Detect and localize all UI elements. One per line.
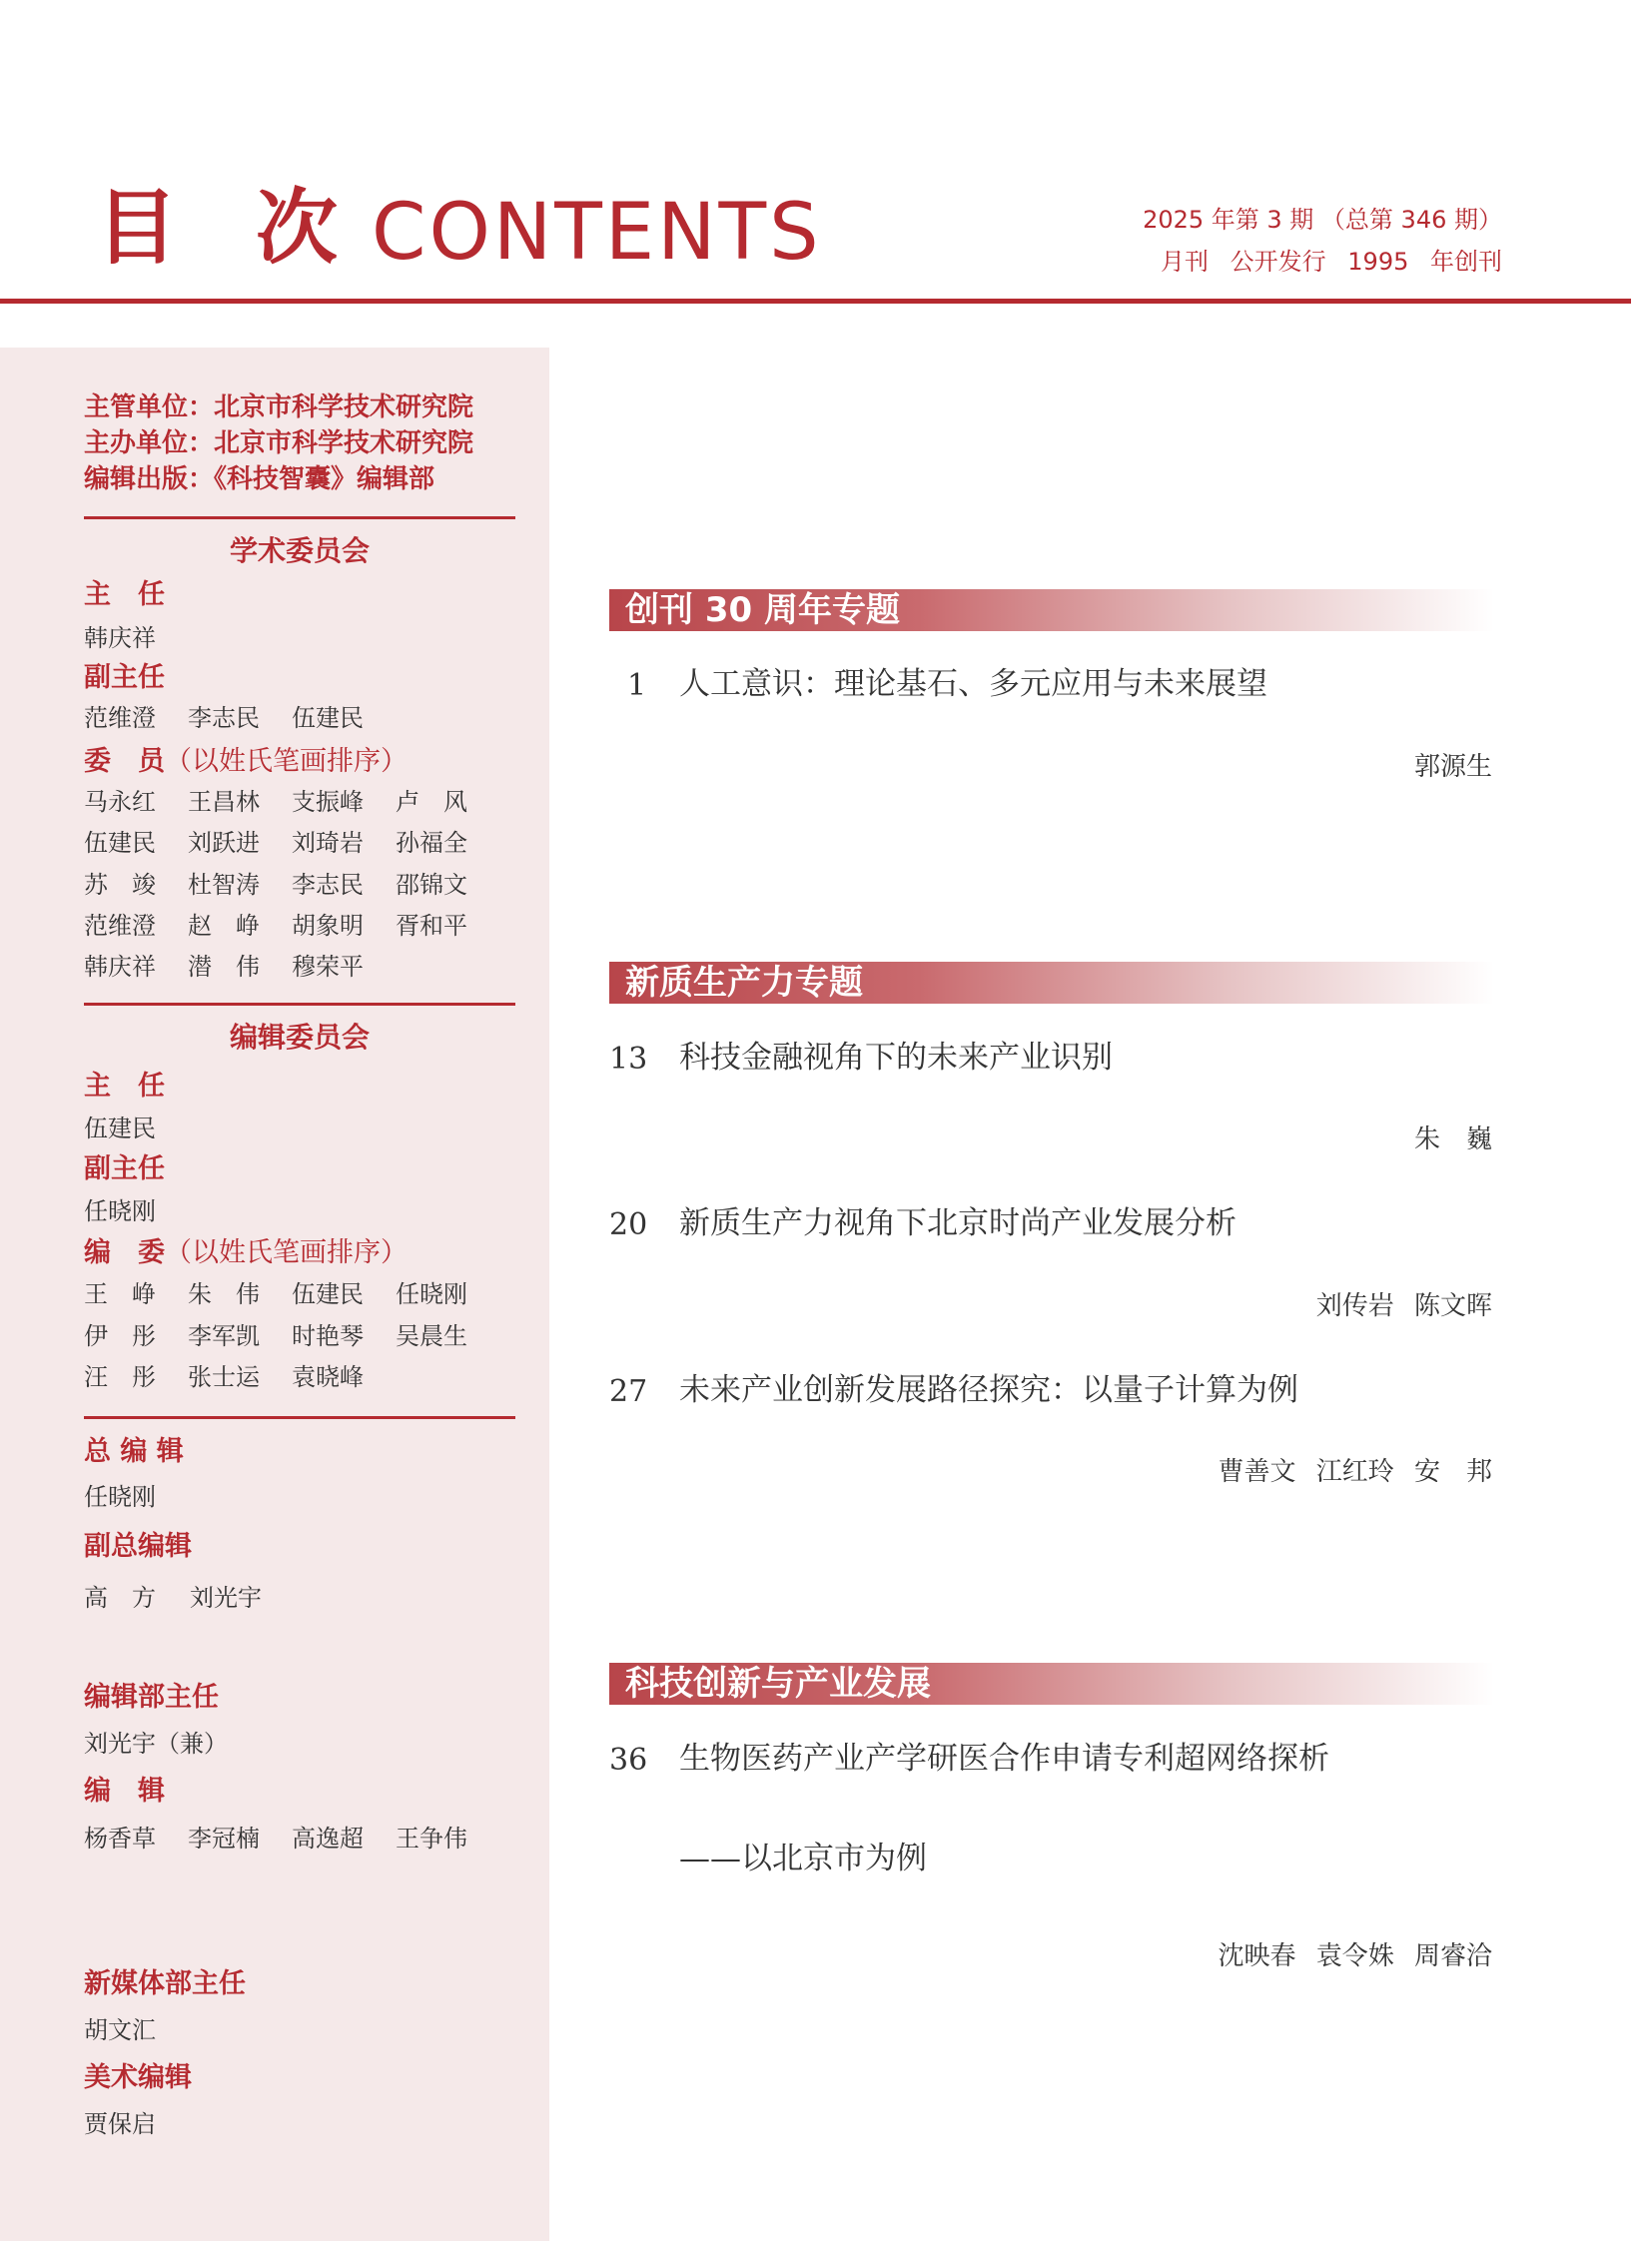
publisher-line: 主管单位：北京市科学技术研究院 xyxy=(84,392,474,422)
section-title: 创刊 30 周年专题 xyxy=(625,590,900,630)
editorial-committee-title: 编辑委员会 xyxy=(229,1021,370,1054)
person-name: 李军凯 xyxy=(188,1322,260,1350)
person-name: 潜 伟 xyxy=(188,953,260,981)
article-authors: 朱 巍 xyxy=(1413,1124,1492,1154)
section-title: 科技创新与产业发展 xyxy=(625,1664,931,1704)
article-page: 1 xyxy=(627,668,647,703)
section-header xyxy=(609,962,1494,1004)
art-editor: 贾保启 xyxy=(84,2110,156,2138)
art-editor-label: 美术编辑 xyxy=(84,2062,192,2093)
person-name: 伍建民 xyxy=(292,1280,364,1308)
academic-committee-title: 学术委员会 xyxy=(229,534,370,567)
person-name: 朱 伟 xyxy=(188,1280,260,1308)
new-media-label: 新媒体部主任 xyxy=(84,1968,246,1999)
title-cn-char-1: 目 xyxy=(96,181,179,276)
page-title-cn xyxy=(96,181,339,276)
person-name: 张士运 xyxy=(188,1363,260,1391)
person-name: 韩庆祥 xyxy=(84,953,156,981)
page-title-en: CONTENTS xyxy=(372,188,822,278)
person-name: 范维澄 xyxy=(84,912,156,940)
person-name: 伍建民 xyxy=(292,704,364,732)
member-note: （以姓氏笔画排序） xyxy=(165,746,408,777)
article-title[interactable]: 人工意识：理论基石、多元应用与未来展望 xyxy=(679,666,1267,702)
person-name: 邵锦文 xyxy=(396,871,467,899)
person-name: 孙福全 xyxy=(396,829,467,857)
person-name: 穆荣平 xyxy=(292,953,364,981)
person-name: 伍建民 xyxy=(84,829,156,857)
editorial-deputy-label: 副主任 xyxy=(84,1153,165,1184)
person-name: 高 方 xyxy=(84,1584,156,1612)
editorial-member-label xyxy=(84,1239,408,1266)
member-label: 委 员 xyxy=(84,746,165,777)
publisher-info xyxy=(84,389,473,497)
person-name: 李志民 xyxy=(188,704,260,732)
article-subtitle: ——以北京市为例 xyxy=(679,1841,927,1876)
article-authors: 郭源生 xyxy=(1413,752,1492,782)
section-header xyxy=(609,589,1494,631)
person-name: 汪 彤 xyxy=(84,1363,156,1391)
academic-deputy-label: 副主任 xyxy=(84,662,165,693)
person-name: 胥和平 xyxy=(396,912,467,940)
article-title[interactable]: 新质生产力视角下北京时尚产业发展分析 xyxy=(679,1205,1237,1241)
article-page: 27 xyxy=(609,1374,648,1409)
person-name: 王争伟 xyxy=(396,1825,467,1853)
person-name: 赵 峥 xyxy=(188,912,260,940)
academic-member-label xyxy=(84,748,408,775)
sidebar-divider xyxy=(84,516,515,519)
sidebar-divider xyxy=(84,1416,515,1419)
person-name: 范维澄 xyxy=(84,704,156,732)
person-name: 刘光宇 xyxy=(190,1584,262,1612)
header-divider xyxy=(0,299,1631,304)
person-name: 卢 风 xyxy=(396,788,467,816)
person-name: 刘琦岩 xyxy=(292,829,364,857)
person-name: 任晓刚 xyxy=(396,1280,467,1308)
article-title[interactable]: 未来产业创新发展路径探究：以量子计算为例 xyxy=(679,1372,1298,1408)
member-note: （以姓氏笔画排序） xyxy=(165,1237,408,1268)
person-name: 支振峰 xyxy=(292,788,364,816)
person-name: 胡象明 xyxy=(292,912,364,940)
office-director: 刘光宇（兼） xyxy=(84,1730,228,1758)
publication-info: 月刊 公开发行 1995 年创刊 xyxy=(1161,248,1502,276)
issue-number: 2025 年第 3 期 （总第 346 期） xyxy=(1143,206,1502,234)
person-name: 刘跃进 xyxy=(188,829,260,857)
article-page: 13 xyxy=(609,1042,648,1077)
article-authors: 沈映春 袁令姝 周睿洽 xyxy=(1218,1941,1492,1971)
sidebar-divider xyxy=(84,1003,515,1006)
new-media-director: 胡文汇 xyxy=(84,2016,156,2044)
person-name: 苏 竣 xyxy=(84,871,156,899)
deputy-chief-label: 副总编辑 xyxy=(84,1531,192,1562)
person-name: 王 峥 xyxy=(84,1280,156,1308)
section-title: 新质生产力专题 xyxy=(625,963,863,1003)
article-title[interactable]: 科技金融视角下的未来产业识别 xyxy=(679,1040,1113,1076)
person-name: 时艳琴 xyxy=(292,1322,364,1350)
article-title[interactable]: 生物医药产业产学研医合作申请专利超网络探析 xyxy=(679,1741,1329,1777)
section-header xyxy=(609,1663,1494,1705)
academic-director: 韩庆祥 xyxy=(84,624,156,652)
person-name: 李冠楠 xyxy=(188,1825,260,1853)
chief-editor-label: 总 编 辑 xyxy=(84,1436,184,1467)
office-director-label: 编辑部主任 xyxy=(84,1682,219,1713)
editors-label: 编 辑 xyxy=(84,1776,165,1807)
editorial-director: 伍建民 xyxy=(84,1115,156,1142)
publisher-line: 主办单位：北京市科学技术研究院 xyxy=(84,428,474,458)
title-cn-char-2: 次 xyxy=(256,181,339,276)
person-name: 吴晨生 xyxy=(396,1322,467,1350)
article-page: 36 xyxy=(609,1743,648,1778)
person-name: 王昌林 xyxy=(188,788,260,816)
person-name: 李志民 xyxy=(292,871,364,899)
member-label: 编 委 xyxy=(84,1237,165,1268)
academic-director-label: 主 任 xyxy=(84,579,165,610)
person-name: 高逸超 xyxy=(292,1825,364,1853)
article-authors: 刘传岩 陈文晖 xyxy=(1315,1291,1492,1321)
editorial-director-label: 主 任 xyxy=(84,1071,165,1102)
person-name: 杨香草 xyxy=(84,1825,156,1853)
publisher-line: 编辑出版：《科技智囊》编辑部 xyxy=(84,464,435,494)
article-authors: 曹善文 江红玲 安 邦 xyxy=(1218,1457,1492,1487)
person-name: 马永红 xyxy=(84,788,156,816)
editorial-deputy: 任晓刚 xyxy=(84,1197,156,1225)
person-name: 伊 彤 xyxy=(84,1322,156,1350)
article-page: 20 xyxy=(609,1207,648,1242)
person-name: 袁晓峰 xyxy=(292,1363,364,1391)
chief-editor: 任晓刚 xyxy=(84,1483,156,1511)
person-name: 杜智涛 xyxy=(188,871,260,899)
